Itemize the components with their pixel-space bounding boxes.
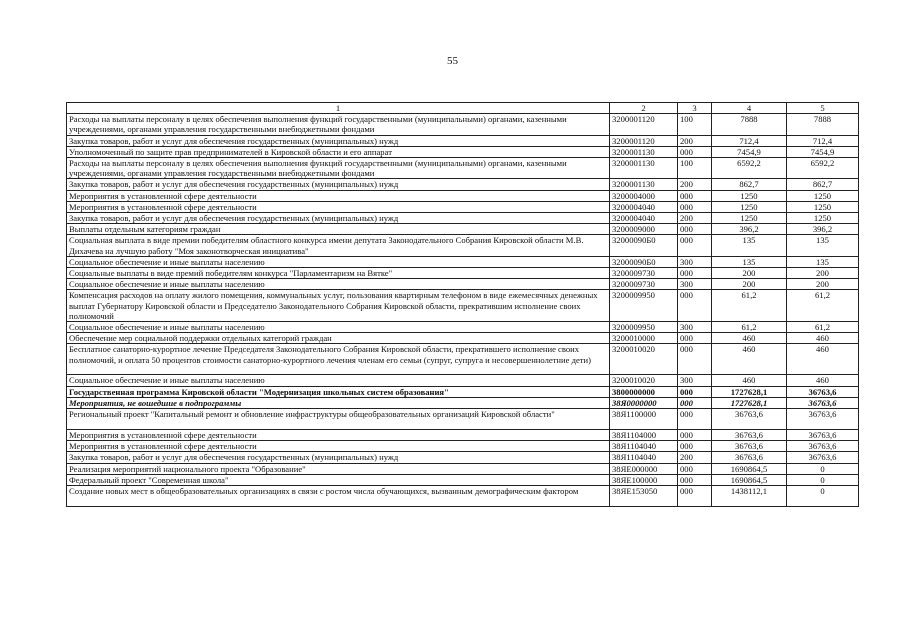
row-value-2-cell: 1250 (787, 190, 859, 201)
row-name-cell: Обеспечение мер социальной поддержки отдельных категорий граждан (67, 333, 610, 344)
row-type-cell: 200 (678, 213, 712, 224)
table-row (67, 268, 859, 279)
table-row (67, 344, 859, 375)
row-value-1-cell: 1250 (712, 213, 787, 224)
page-number: 55 (447, 55, 458, 67)
row-value-2-cell: 460 (787, 375, 859, 386)
row-type-cell: 000 (678, 224, 712, 235)
row-value-2-cell: 36763,6 (787, 397, 859, 408)
row-code-cell: 3200010020 (610, 375, 678, 386)
row-value-1-cell: 1727628,1 (712, 386, 787, 397)
row-code-cell: 3200009950 (610, 290, 678, 322)
row-type-cell: 100 (678, 114, 712, 135)
row-value-1-cell: 7454,9 (712, 146, 787, 157)
row-name-cell: Создание новых мест в общеобразовательных организациях в связи с ростом числа обучающихся, вызванным демографическим фактором (67, 486, 610, 507)
row-type-cell: 000 (678, 268, 712, 279)
row-value-2-cell: 61,2 (787, 322, 859, 333)
row-type-cell: 000 (678, 409, 712, 430)
row-value-2-cell: 7888 (787, 114, 859, 135)
row-name-cell: Социальная выплата в виде премии победителям областного конкурса имени депутата Законодательного Собрания Кировской области М.В. Дихачева на лучшую работу "Моя законотворческая инициатива" (67, 235, 610, 256)
table-row (67, 397, 859, 408)
row-value-1-cell: 135 (712, 256, 787, 267)
row-code-cell: 38Я0000000 (610, 397, 678, 408)
table-row (67, 279, 859, 290)
row-name-cell: Мероприятия в установленной сфере деятельности (67, 441, 610, 452)
row-code-cell: 3200004040 (610, 201, 678, 212)
row-value-1-cell: 36763,6 (712, 430, 787, 441)
row-code-cell: 38Я1104000 (610, 430, 678, 441)
row-value-1-cell: 36763,6 (712, 452, 787, 463)
row-code-cell: 3200009950 (610, 322, 678, 333)
row-type-cell: 200 (678, 452, 712, 463)
row-name-cell: Государственная программа Кировской области "Модернизация школьных систем образования" (67, 386, 610, 397)
table-row (67, 409, 859, 430)
row-type-cell: 000 (678, 463, 712, 474)
row-name-cell: Бесплатное санаторно-курортное лечение Председателя Законодательного Собрания Кировской области, прекратившего исполнение своих полномочий, и оплата 50 процентов стоимости санаторно-курортного лечения членам его семьи (супруг, супруга и несовершеннолетние дети) (67, 344, 610, 375)
table-row (67, 322, 859, 333)
table-row (67, 190, 859, 201)
row-name-cell: Реализация мероприятий национального проекта "Образование" (67, 463, 610, 474)
row-value-2-cell: 36763,6 (787, 386, 859, 397)
row-type-cell: 000 (678, 290, 712, 322)
table-row (67, 375, 859, 386)
row-value-2-cell: 460 (787, 344, 859, 375)
row-value-2-cell: 61,2 (787, 290, 859, 322)
row-type-cell: 000 (678, 430, 712, 441)
row-code-cell: 38ЯЕ000000 (610, 463, 678, 474)
table-row (67, 146, 859, 157)
row-name-cell: Социальные выплаты в виде премий победителям конкурса "Парламентаризм на Вятке" (67, 268, 610, 279)
row-value-2-cell: 7454,9 (787, 146, 859, 157)
row-value-1-cell: 200 (712, 279, 787, 290)
header-col-4: 4 (712, 103, 787, 114)
table-row (67, 114, 859, 135)
row-value-1-cell: 460 (712, 344, 787, 375)
table-row (67, 201, 859, 212)
row-type-cell: 000 (678, 235, 712, 256)
row-code-cell: 38ЯЕ100000 (610, 474, 678, 485)
row-value-2-cell: 0 (787, 463, 859, 474)
row-name-cell: Уполномоченный по защите прав предпринимателей в Кировской области и его аппарат (67, 146, 610, 157)
table-row (67, 213, 859, 224)
row-type-cell: 300 (678, 279, 712, 290)
row-code-cell: 3200001120 (610, 114, 678, 135)
row-value-2-cell: 0 (787, 486, 859, 507)
row-value-1-cell: 396,2 (712, 224, 787, 235)
row-code-cell: 32000090Б0 (610, 256, 678, 267)
row-value-1-cell: 36763,6 (712, 441, 787, 452)
row-name-cell: Закупка товаров, работ и услуг для обеспечения государственных (муниципальных) нужд (67, 213, 610, 224)
row-value-1-cell: 1438112,1 (712, 486, 787, 507)
row-name-cell: Выплаты отдельным категориям граждан (67, 224, 610, 235)
table-row (67, 158, 859, 179)
row-name-cell: Расходы на выплаты персоналу в целях обеспечения выполнения функций государственными (муниципальными) органами, казенными учреждениями, органами управления государственными внебюджетными фондами (67, 158, 610, 179)
row-value-1-cell: 36763,6 (712, 409, 787, 430)
row-value-2-cell: 36763,6 (787, 409, 859, 430)
row-type-cell: 000 (678, 344, 712, 375)
row-code-cell: 38Я1104040 (610, 441, 678, 452)
row-type-cell: 000 (678, 201, 712, 212)
row-value-2-cell: 1250 (787, 213, 859, 224)
row-type-cell: 200 (678, 135, 712, 146)
table-row (67, 256, 859, 267)
row-value-2-cell: 1250 (787, 201, 859, 212)
row-code-cell: 32000090Б0 (610, 235, 678, 256)
row-value-1-cell: 61,2 (712, 290, 787, 322)
row-code-cell: 3200004000 (610, 190, 678, 201)
header-col-5: 5 (787, 103, 859, 114)
row-name-cell: Мероприятия в установленной сфере деятельности (67, 430, 610, 441)
row-code-cell: 3200001130 (610, 146, 678, 157)
row-name-cell: Социальное обеспечение и иные выплаты населению (67, 375, 610, 386)
row-value-2-cell: 0 (787, 474, 859, 485)
row-value-1-cell: 135 (712, 235, 787, 256)
row-value-1-cell: 1250 (712, 190, 787, 201)
row-value-2-cell: 36763,6 (787, 452, 859, 463)
table-row (67, 463, 859, 474)
row-type-cell: 200 (678, 179, 712, 190)
row-code-cell: 3200010020 (610, 344, 678, 375)
table-row (67, 235, 859, 256)
row-value-1-cell: 1690864,5 (712, 474, 787, 485)
row-value-1-cell: 7888 (712, 114, 787, 135)
row-name-cell: Федеральный проект "Современная школа" (67, 474, 610, 485)
row-name-cell: Закупка товаров, работ и услуг для обеспечения государственных (муниципальных) нужд (67, 452, 610, 463)
row-type-cell: 100 (678, 158, 712, 179)
row-value-2-cell: 36763,6 (787, 430, 859, 441)
table-header-row (67, 103, 859, 114)
row-value-2-cell: 712,4 (787, 135, 859, 146)
row-name-cell: Расходы на выплаты персоналу в целях обеспечения выполнения функций государственными (муниципальными) органами, казенными учреждениями, органами управления государственными внебюджетными фондами (67, 114, 610, 135)
row-code-cell: 3200009000 (610, 224, 678, 235)
row-code-cell: 38Я1104040 (610, 452, 678, 463)
table-row (67, 135, 859, 146)
table-row (67, 474, 859, 485)
table-row (67, 386, 859, 397)
row-type-cell: 000 (678, 486, 712, 507)
row-code-cell: 38Я1100000 (610, 409, 678, 430)
table-body (67, 103, 859, 507)
row-type-cell: 300 (678, 375, 712, 386)
table-row (67, 224, 859, 235)
table-row (67, 179, 859, 190)
row-value-1-cell: 460 (712, 375, 787, 386)
row-value-2-cell: 135 (787, 256, 859, 267)
budget-table (66, 102, 859, 507)
row-type-cell: 000 (678, 333, 712, 344)
row-type-cell: 000 (678, 441, 712, 452)
row-value-1-cell: 862,7 (712, 179, 787, 190)
row-value-2-cell: 200 (787, 279, 859, 290)
row-name-cell: Региональный проект "Капитальный ремонт и обновление инфраструктуры общеобразовательных организаций Кировской области" (67, 409, 610, 430)
row-code-cell: 3200010000 (610, 333, 678, 344)
table-row (67, 441, 859, 452)
row-value-2-cell: 200 (787, 268, 859, 279)
row-code-cell: 3200009730 (610, 268, 678, 279)
row-code-cell: 3200009730 (610, 279, 678, 290)
row-value-2-cell: 862,7 (787, 179, 859, 190)
row-type-cell: 000 (678, 146, 712, 157)
row-value-1-cell: 1690864,5 (712, 463, 787, 474)
row-code-cell: 3200001120 (610, 135, 678, 146)
row-name-cell: Компенсация расходов на оплату жилого помещения, коммунальных услуг, пользования квартирным телефоном в виде ежемесячных денежных выплат Губернатору Кировской области и Председателю Законодательного Собрания Кировской области, прекратившим исполнение своих полномочий (67, 290, 610, 322)
row-value-1-cell: 460 (712, 333, 787, 344)
table-row (67, 290, 859, 322)
row-name-cell: Социальное обеспечение и иные выплаты населению (67, 279, 610, 290)
table-row (67, 333, 859, 344)
row-value-2-cell: 396,2 (787, 224, 859, 235)
row-type-cell: 000 (678, 397, 712, 408)
header-col-3: 3 (678, 103, 712, 114)
row-value-1-cell: 712,4 (712, 135, 787, 146)
row-type-cell: 000 (678, 190, 712, 201)
row-name-cell: Социальное обеспечение и иные выплаты населению (67, 256, 610, 267)
row-value-1-cell: 1250 (712, 201, 787, 212)
row-value-1-cell: 6592,2 (712, 158, 787, 179)
row-value-2-cell: 36763,6 (787, 441, 859, 452)
row-value-2-cell: 135 (787, 235, 859, 256)
row-value-1-cell: 200 (712, 268, 787, 279)
row-code-cell: 3800000000 (610, 386, 678, 397)
row-type-cell: 000 (678, 386, 712, 397)
row-code-cell: 3200004040 (610, 213, 678, 224)
row-type-cell: 300 (678, 322, 712, 333)
header-col-1: 1 (67, 103, 610, 114)
row-code-cell: 38ЯЕ153050 (610, 486, 678, 507)
table-row (67, 486, 859, 507)
row-type-cell: 300 (678, 256, 712, 267)
header-col-2: 2 (610, 103, 678, 114)
row-value-2-cell: 460 (787, 333, 859, 344)
row-name-cell: Мероприятия в установленной сфере деятельности (67, 201, 610, 212)
table-row (67, 430, 859, 441)
row-code-cell: 3200001130 (610, 179, 678, 190)
row-value-1-cell: 61,2 (712, 322, 787, 333)
row-type-cell: 000 (678, 474, 712, 485)
row-name-cell: Закупка товаров, работ и услуг для обеспечения государственных (муниципальных) нужд (67, 135, 610, 146)
row-value-1-cell: 1727628,1 (712, 397, 787, 408)
row-value-2-cell: 6592,2 (787, 158, 859, 179)
row-name-cell: Закупка товаров, работ и услуг для обеспечения государственных (муниципальных) нужд (67, 179, 610, 190)
row-name-cell: Социальное обеспечение и иные выплаты населению (67, 322, 610, 333)
row-name-cell: Мероприятия в установленной сфере деятельности (67, 190, 610, 201)
table-row (67, 452, 859, 463)
row-code-cell: 3200001130 (610, 158, 678, 179)
row-name-cell: Мероприятия, не вошедшие в подпрограммы (67, 397, 610, 408)
